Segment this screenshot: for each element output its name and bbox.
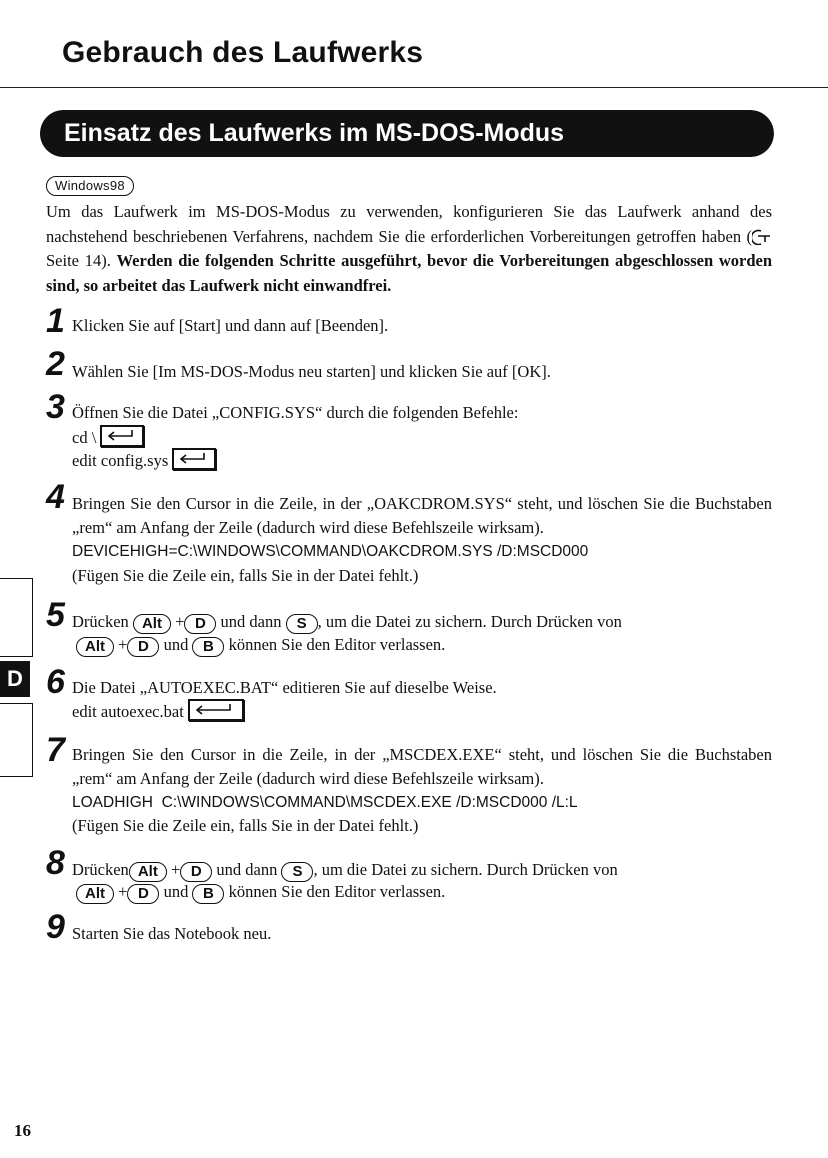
- step-number-9: 9: [46, 908, 65, 946]
- command-edit-autoexec: edit autoexec.bat: [72, 702, 184, 721]
- alt-key: Alt: [129, 862, 167, 882]
- step-number-4: 4: [46, 478, 65, 516]
- step-note-4: (Fügen Sie die Zeile ein, falls Sie in der Datei fehlt.): [72, 566, 419, 585]
- step-text-5: [72, 610, 772, 634]
- step-number-7: 7: [46, 731, 65, 769]
- step-text-8b: [76, 880, 445, 904]
- step8-sichern: , um die Datei zu sichern. Durch Drücken von: [313, 860, 618, 879]
- intro-ref-page: Seite 14).: [46, 251, 111, 270]
- plus-sign: +: [175, 612, 185, 631]
- d-key: D: [127, 637, 159, 657]
- enter-key-icon: [172, 448, 216, 470]
- side-bracket-bottom: [0, 703, 33, 777]
- step-number-1: 1: [46, 302, 65, 340]
- step-note-7: (Fügen Sie die Zeile ein, falls Sie in der Datei fehlt.): [72, 816, 419, 835]
- enter-key-icon: [100, 425, 144, 447]
- side-bracket-top: [0, 578, 33, 657]
- step-number-6: 6: [46, 663, 65, 701]
- alt-key: Alt: [133, 614, 171, 634]
- step-text-9: Starten Sie das Notebook neu.: [72, 924, 272, 943]
- plus-sign: +: [170, 860, 181, 879]
- s-key: S: [286, 614, 318, 634]
- d-key: D: [127, 884, 159, 904]
- b-key: B: [192, 637, 224, 657]
- s-key: S: [281, 862, 313, 882]
- autoexec-code-line: LOADHIGH C:\WINDOWS\COMMAND\MSCDEX.EXE /D:MSCD000 /L:L: [72, 794, 578, 811]
- alt-key: Alt: [76, 884, 114, 904]
- step-text-1: Klicken Sie auf [Start] und dann auf [Beenden].: [72, 316, 389, 335]
- step-text-3: Öffnen Sie die Datei „CONFIG.SYS“ durch die folgenden Befehle:: [72, 403, 519, 422]
- step-number-2: 2: [46, 345, 65, 383]
- step8-verlassen: können Sie den Editor verlassen.: [228, 882, 446, 901]
- alt-key: Alt: [76, 637, 114, 657]
- step-number-3: 3: [46, 388, 65, 426]
- step5-drucken: Drücken: [72, 612, 129, 631]
- page-reference-icon: [752, 228, 772, 244]
- step5-sichern: , um die Datei zu sichern. Durch Drücken von: [317, 612, 622, 631]
- step-text-7: Bringen Sie den Cursor in die Zeile, in der „MSCDEX.EXE“ steht, und löschen Sie die Buchstaben „rem“ am Anfang der Zeile (dadurch wird diese Befehlszeile wirksam).: [72, 745, 772, 788]
- page-number: 16: [14, 1121, 31, 1140]
- step-text-4: Bringen Sie den Cursor in die Zeile, in der „OAKCDROM.SYS“ steht, und löschen Sie die Buchstaben „rem“ am Anfang der Zeile (dadurch wird diese Befehlszeile wirksam).: [72, 494, 772, 537]
- plus-sign: +: [118, 882, 128, 901]
- step-text-8: [72, 858, 772, 882]
- step-text-2: Wählen Sie [Im MS-DOS-Modus neu starten] und klicken Sie auf [OK].: [72, 362, 551, 381]
- d-key: D: [184, 614, 216, 634]
- intro-paragraph: [46, 200, 772, 298]
- step5-und: und: [163, 635, 189, 654]
- command-line-1: [72, 425, 144, 450]
- chapter-tab: D: [0, 661, 30, 697]
- d-key: D: [180, 862, 212, 882]
- section-title: Einsatz des Laufwerks im MS-DOS-Modus: [64, 119, 565, 147]
- command-line-3: [72, 699, 244, 724]
- step-text-5b: [76, 633, 445, 657]
- intro-warning: Werden die folgenden Schritte ausgeführt, bevor die Vorbereitungen abgeschlossen worden sind, so arbeitet das Laufwerk nicht einwandfrei.: [46, 251, 773, 295]
- step8-drucken: Drücken: [72, 860, 129, 879]
- enter-key-icon: [188, 699, 244, 721]
- config-code-line: DEVICEHIGH=C:\WINDOWS\COMMAND\OAKCDROM.SYS /D:MSCD000: [72, 543, 589, 560]
- step-number-5: 5: [46, 596, 65, 634]
- step5-verlassen: können Sie den Editor verlassen.: [228, 635, 446, 654]
- command-cd: cd \: [72, 428, 97, 447]
- plus-sign: +: [118, 635, 128, 654]
- command-line-2: [72, 448, 216, 473]
- step-text-6: Die Datei „AUTOEXEC.BAT“ editieren Sie auf dieselbe Weise.: [72, 678, 497, 697]
- step8-und-dann: und dann: [216, 860, 278, 879]
- intro-text: Um das Laufwerk im MS-DOS-Modus zu verwenden, konfigurieren Sie das Laufwerk anhand des nachstehend beschriebenen Verfahrens, nachdem Sie die erforderlichen Vorbereitungen getroffen haben (: [46, 202, 772, 246]
- page-title: Gebrauch des Laufwerks: [62, 36, 424, 69]
- windows98-badge: Windows98: [46, 176, 134, 196]
- title-rule: [0, 87, 828, 88]
- step5-und-dann: und dann: [220, 612, 282, 631]
- step8-und: und: [163, 882, 189, 901]
- command-edit-config: edit config.sys: [72, 451, 169, 470]
- b-key: B: [192, 884, 224, 904]
- step-number-8: 8: [46, 844, 65, 882]
